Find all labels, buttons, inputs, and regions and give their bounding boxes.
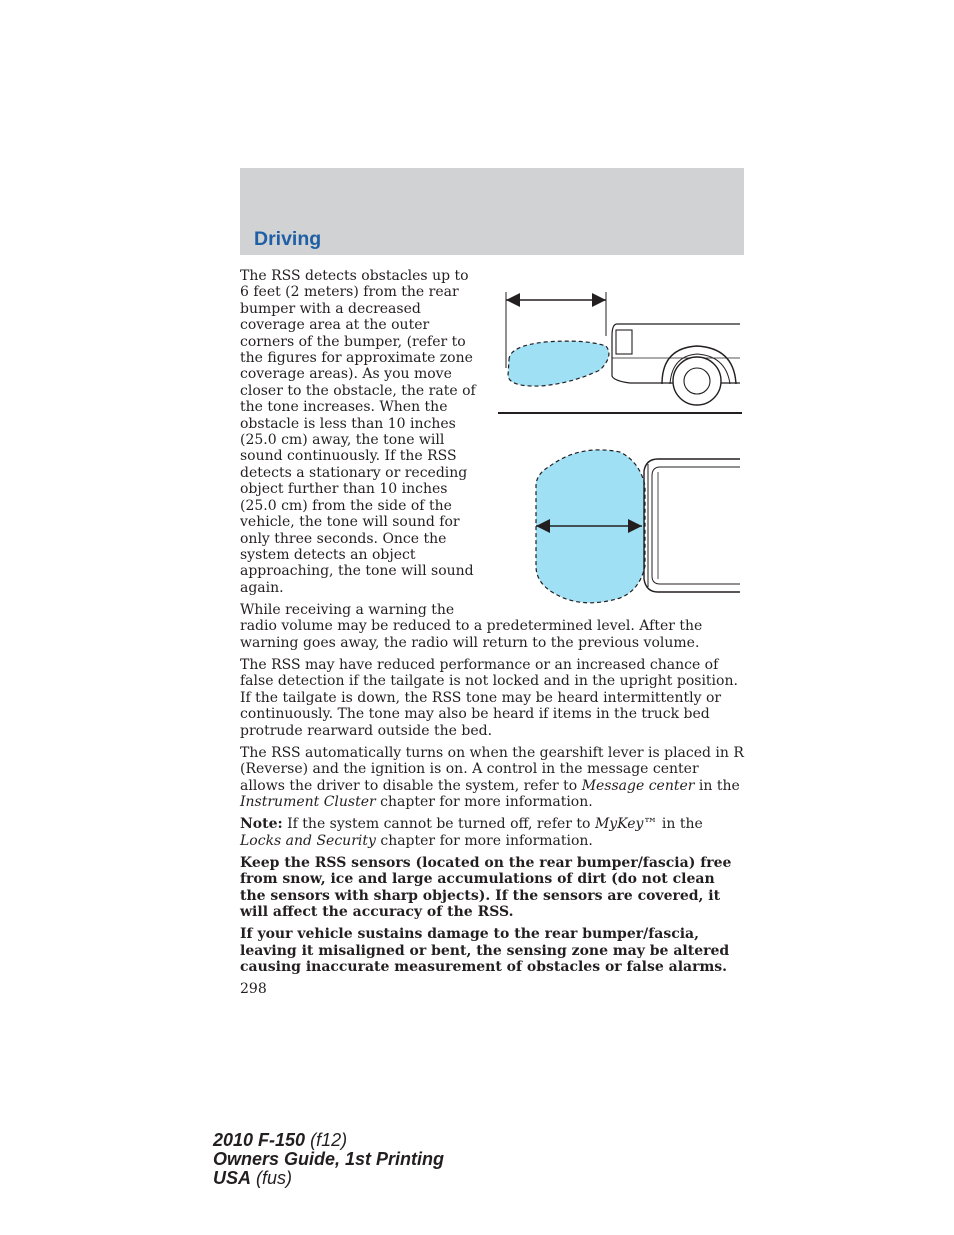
footer-line-model: 2010 F-150 (f12) (213, 1130, 348, 1150)
side-sensing-zone (508, 341, 609, 386)
paragraph-note: Note: If the system cannot be turned off, refer to MyKey™ in the Locks and Security chapter for more information. (240, 816, 703, 849)
paragraph-activation: The RSS automatically turns on when the gearshift lever is placed in R (Reverse) and the ignition is on. A control in the message center allows the driver to disable the system, refer to Message center in the Instrument Cluster chapter for more information. (240, 744, 744, 810)
range-arrow-head-right (592, 293, 606, 307)
warning-bumper-damage: If your vehicle sustains damage to the rear bumper/fascia, leaving it misaligned or bent, the sensing zone may be altered causing inaccurate measurement of obstacles or false alarms. (240, 926, 730, 976)
message-center-reference: Message center (581, 777, 695, 794)
note-label: Note: (240, 816, 283, 833)
warning-sensor-cleaning: Keep the RSS sensors (located on the rear bumper/fascia) free from snow, ice and large accumulations of dirt (do not clean the sensors with sharp objects). If the sensors are covered, it will affect the accuracy of the RSS. (240, 854, 732, 921)
paragraph-radio-volume: While receiving a warning the radio volume may be reduced to a predetermined level. After the warning goes away, the radio will return to the previous volume. (240, 601, 703, 651)
tail-lamp (616, 330, 632, 354)
top-view-figure (536, 450, 740, 603)
section-title: Driving (254, 228, 322, 250)
side-view-figure (498, 292, 742, 413)
footer-line-region: USA (fus) (213, 1168, 293, 1188)
paragraph-tailgate: The RSS may have reduced performance or an increased chance of false detection if the tailgate is not locked and in the upright position. If the tailgate is down, the RSS tone may be heard intermittently or continuously. The tone may also be heard if items in the truck bed protrude rearward outside the bed. (240, 656, 738, 739)
paragraph-detection-range: The RSS detects obstacles up to 6 feet (2 meters) from the rear bumper with a decreased coverage area at the outer corners of the bumper, (refer to the figures for approximate zone coverage areas). As you move closer to the obstacle, the rate of the tone increases. When the obstacle is less than 10 inches (25.0 cm) away, the tone will sound continuously. If the RSS detects a stationary or receding object further than 10 inches (25.0 cm) from the side of the vehicle, the tone will sound for only three seconds. Once the system detects an object approaching, the tone will sound again. (240, 268, 476, 596)
section-header-band (240, 168, 744, 255)
page-body (240, 268, 744, 1003)
mykey-reference: MyKey™ (594, 816, 658, 833)
locks-security-reference: Locks and Security (240, 832, 376, 849)
rss-coverage-figures (490, 276, 742, 616)
range-arrow-head-left (506, 293, 520, 307)
truck-top-outline (644, 459, 740, 592)
footer-line-guide: Owners Guide, 1st Printing (213, 1149, 445, 1169)
truck-bed-inner (652, 467, 740, 584)
page-number: 298 (240, 981, 267, 998)
rear-wheel (673, 357, 721, 405)
rss-zone-diagrams (490, 276, 742, 616)
instrument-cluster-reference: Instrument Cluster (240, 793, 376, 810)
document-footer (213, 1131, 444, 1188)
